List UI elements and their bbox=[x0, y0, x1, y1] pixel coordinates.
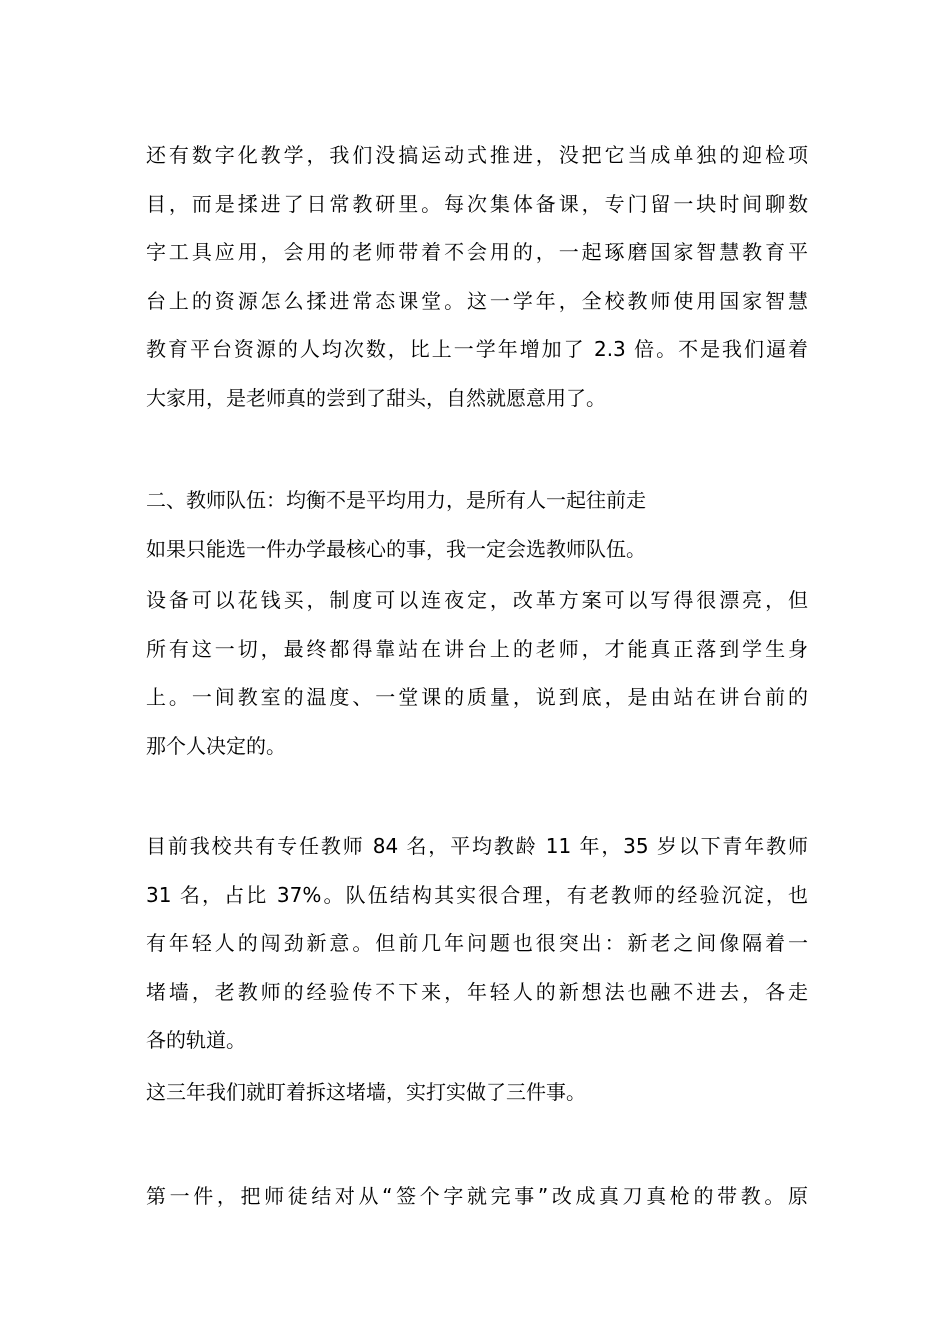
paragraph-line: 那个人决定的。 bbox=[146, 733, 286, 758]
paragraph-line: 大家用，是老师真的尝到了甜头，自然就愿意用了。 bbox=[146, 385, 606, 410]
paragraph-line: 台上的资源怎么揉进常态课堂。这一学年，全校教师使用国家智慧 bbox=[146, 288, 808, 313]
paragraph-line: 第一件，把师徒结对从“签个字就完事”改成真刀真枪的带教。原 bbox=[146, 1184, 808, 1208]
paragraph-line: 上。一间教室的温度、一堂课的质量，说到底，是由站在讲台前的 bbox=[146, 685, 808, 710]
paragraph-line: 堵墙，老教师的经验传不下来，年轻人的新想法也融不进去，各走 bbox=[146, 979, 808, 1004]
paragraph-three-things: 这三年我们就盯着拆这堵墙，实打实做了三件事。 bbox=[146, 1080, 586, 1104]
paragraph-line: 目，而是揉进了日常教研里。每次集体备课，专门留一块时间聊数 bbox=[146, 191, 808, 216]
paragraph-line: 各的轨道。 bbox=[146, 1028, 246, 1053]
paragraph-core-priority: 如果只能选一件办学最核心的事，我一定会选教师队伍。 bbox=[146, 537, 646, 561]
paragraph-line: 还有数字化教学，我们没搞运动式推进，没把它当成单独的迎检项 bbox=[146, 143, 808, 167]
paragraph-line: 设备可以花钱买，制度可以连夜定，改革方案可以写得很漂亮，但 bbox=[146, 588, 808, 612]
section-heading: 二、教师队伍：均衡不是平均用力，是所有人一起往前走 bbox=[146, 488, 646, 512]
paragraph-line: 字工具应用，会用的老师带着不会用的，一起琢磨国家智慧教育平 bbox=[146, 240, 808, 265]
paragraph-teachers-matter bbox=[146, 576, 808, 770]
paragraph-first-thing bbox=[146, 1172, 808, 1221]
paragraph-line: 31 名，占比 37%。队伍结构其实很合理，有老教师的经验沉淀，也 bbox=[146, 882, 808, 907]
paragraph-line: 目前我校共有专任教师 84 名，平均教龄 11 年，35 岁以下青年教师 bbox=[146, 834, 808, 858]
paragraph-line: 有年轻人的闯劲新意。但前几年问题也很突出：新老之间像隔着一 bbox=[146, 931, 808, 956]
paragraph-line: 教育平台资源的人均次数，比上一学年增加了 2.3 倍。不是我们逼着 bbox=[146, 337, 808, 362]
paragraph-teacher-stats bbox=[146, 822, 808, 1065]
paragraph-line: 所有这一切，最终都得靠站在讲台上的老师，才能真正落到学生身 bbox=[146, 636, 808, 661]
paragraph-digital-teaching bbox=[146, 131, 808, 423]
